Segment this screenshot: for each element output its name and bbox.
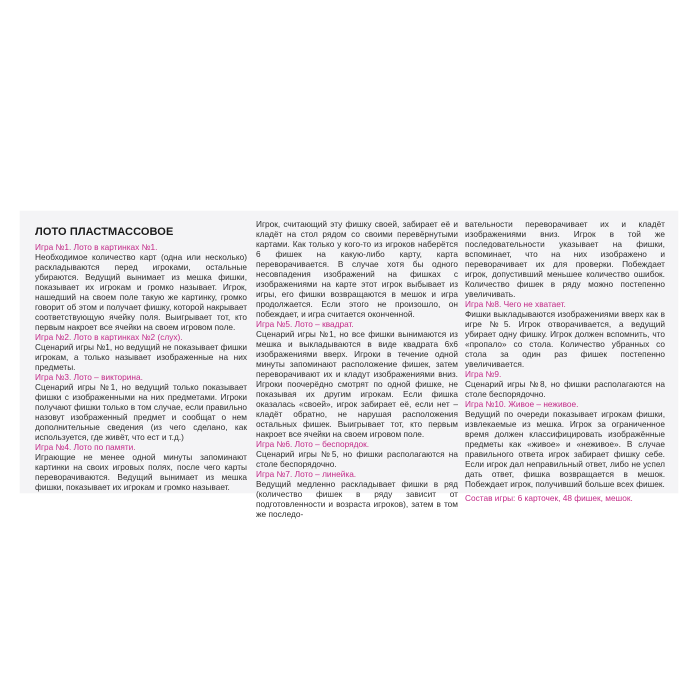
column-1	[35, 225, 247, 492]
game-description: Фишки выкладываются изображениями вверх как в игре №5. Игрок отворачивается, а ведущий убирает одну фишку. Игрок должен вспомнить, что «пропало» со стола. Количество убранных со стола за один раз фишек постепенно увеличивается.	[465, 309, 665, 369]
game-section	[256, 469, 458, 519]
game-description: Ведущий по очереди показывает игрокам фишки, извлекаемые из мешка. Игрок за ограниченное время должен классифицировать изображённые предметы как «живое» и «неживое». В случае правильного ответа игрок забирает фишку себе. Если игрок дал неправильный ответ, либо не успел дать ответ, фишка возвращается в мешок. Побеждает игрок, получивший больше всех фишек.	[465, 409, 665, 489]
column-2	[256, 219, 458, 519]
game-description: Сценарий игры №1, но ведущий не показывает фишки игрокам, а только называет изображенные на них предметы.	[35, 342, 247, 372]
game-section	[35, 442, 247, 492]
game-description: Сценарий игры №5, но фишки располагаются на столе беспорядочно.	[256, 449, 458, 469]
game-section	[465, 399, 665, 489]
section-list	[35, 242, 247, 492]
game-section	[256, 439, 458, 469]
game-description: Сценарий игры №1, но все фишки вынимаются из мешка и выкладываются в виде квадрата 6х6 изображениями вверх. Игроки в течение одной минуты запоминают расположение фишек, затем переворачивают их и кладут изображениями вниз. Игроки поочерёдно смотрят по одной фишке, не показывая их другим игрокам. Если фишка оказалась «своей», игрок забирает её, если нет – кладёт обратно, не нарушая расположения остальных фишек. Выигрывает тот, кто первым накроет все ячейки на своем игровом поле.	[256, 329, 458, 439]
game-section	[35, 242, 247, 332]
game-heading: Игра №5. Лото – квадрат.	[256, 319, 354, 329]
page-title: ЛОТО ПЛАСТМАССОВОЕ	[35, 226, 174, 238]
game-section	[465, 219, 665, 299]
game-description: Игрок, считающий эту фишку своей, забирает её и кладёт на стол рядом со своими перевёрнутыми картами. Как только у кого-то из игроков наберётся 6 фишек на какую-либо карту, карта переворачивается. В случае хотя бы одного несовпадения изображений на фишках с изображениями на карте этот игрок выбывает из игры, его фишки возвращаются в мешок и игра продолжается. Если этого не произошло, он побеждает, и игра считается оконченной.	[256, 219, 458, 319]
game-heading: Игра №1. Лото в картинках №1.	[35, 242, 158, 252]
game-section	[256, 319, 458, 439]
game-description: Необходимое количество карт (одна или несколько) раскладываются перед игроками, остальные убираются. Ведущий вынимает из мешка фишки, показывает их игрокам и громко называет. Игрок, нашедший на своем поле такую же картинку, громко говорит об этом и получает фишку, которой накрывает соответствующую ячейку поля. Выигрывает тот, кто первым накроет все ячейки на своем игровом поле.	[35, 252, 247, 332]
game-heading: Игра №4. Лото по памяти.	[35, 442, 136, 452]
game-heading: Игра №7. Лото – линейка.	[256, 469, 357, 479]
game-section	[465, 369, 665, 399]
game-composition: Состав игры: 6 карточек, 48 фишек, мешок.	[465, 493, 633, 503]
game-heading: Игра №10. Живое – неживое.	[465, 399, 579, 409]
game-heading: Игра №9.	[465, 369, 502, 379]
section-list	[465, 219, 665, 489]
game-description: Играющие не менее одной минуты запоминают картинки на своих игровых полях, после чего карты переворачиваются. Ведущий вынимает из мешка фишки, показывает их игрокам и громко называет.	[35, 452, 247, 492]
instruction-card	[20, 211, 678, 519]
game-description: Сценарий игры №8, но фишки располагаются на столе беспорядочно.	[465, 379, 665, 399]
game-heading: Игра №3. Лото – викторина.	[35, 372, 143, 382]
column-3	[465, 219, 665, 503]
game-description: Сценарий игры №1, но ведущий только показывает фишки с изображенными на них предметами. Игроки получают фишки только в том случае, если правильно назовут изображенный предмет и сообщат о нем дополнительные сведения (из чего сделано, как используется, где живёт, что ест и т.д.)	[35, 382, 247, 442]
game-heading: Игра №8. Чего не хватает.	[465, 299, 566, 309]
game-section	[35, 372, 247, 442]
game-description: Ведущий медленно раскладывает фишки в ряд (количество фишек в ряду зависит от подготовленности и возраста игроков), затем в том же последо-	[256, 479, 458, 519]
game-heading: Игра №2. Лото в картинках №2 (слух).	[35, 332, 183, 342]
game-section	[465, 299, 665, 369]
game-heading: Игра №6. Лото – беспорядок.	[256, 439, 370, 449]
game-section	[35, 332, 247, 372]
game-description: вательности переворачивает их и кладёт изображениями вниз. Игрок в той же последовательности указывает на фишки, вспоминает, что на них изображено и переворачивает их для проверки. Побеждает игрок, допустивший меньшее количество ошибок. Количество фишек в ряду можно постепенно увеличивать.	[465, 219, 665, 299]
game-section	[256, 219, 458, 319]
